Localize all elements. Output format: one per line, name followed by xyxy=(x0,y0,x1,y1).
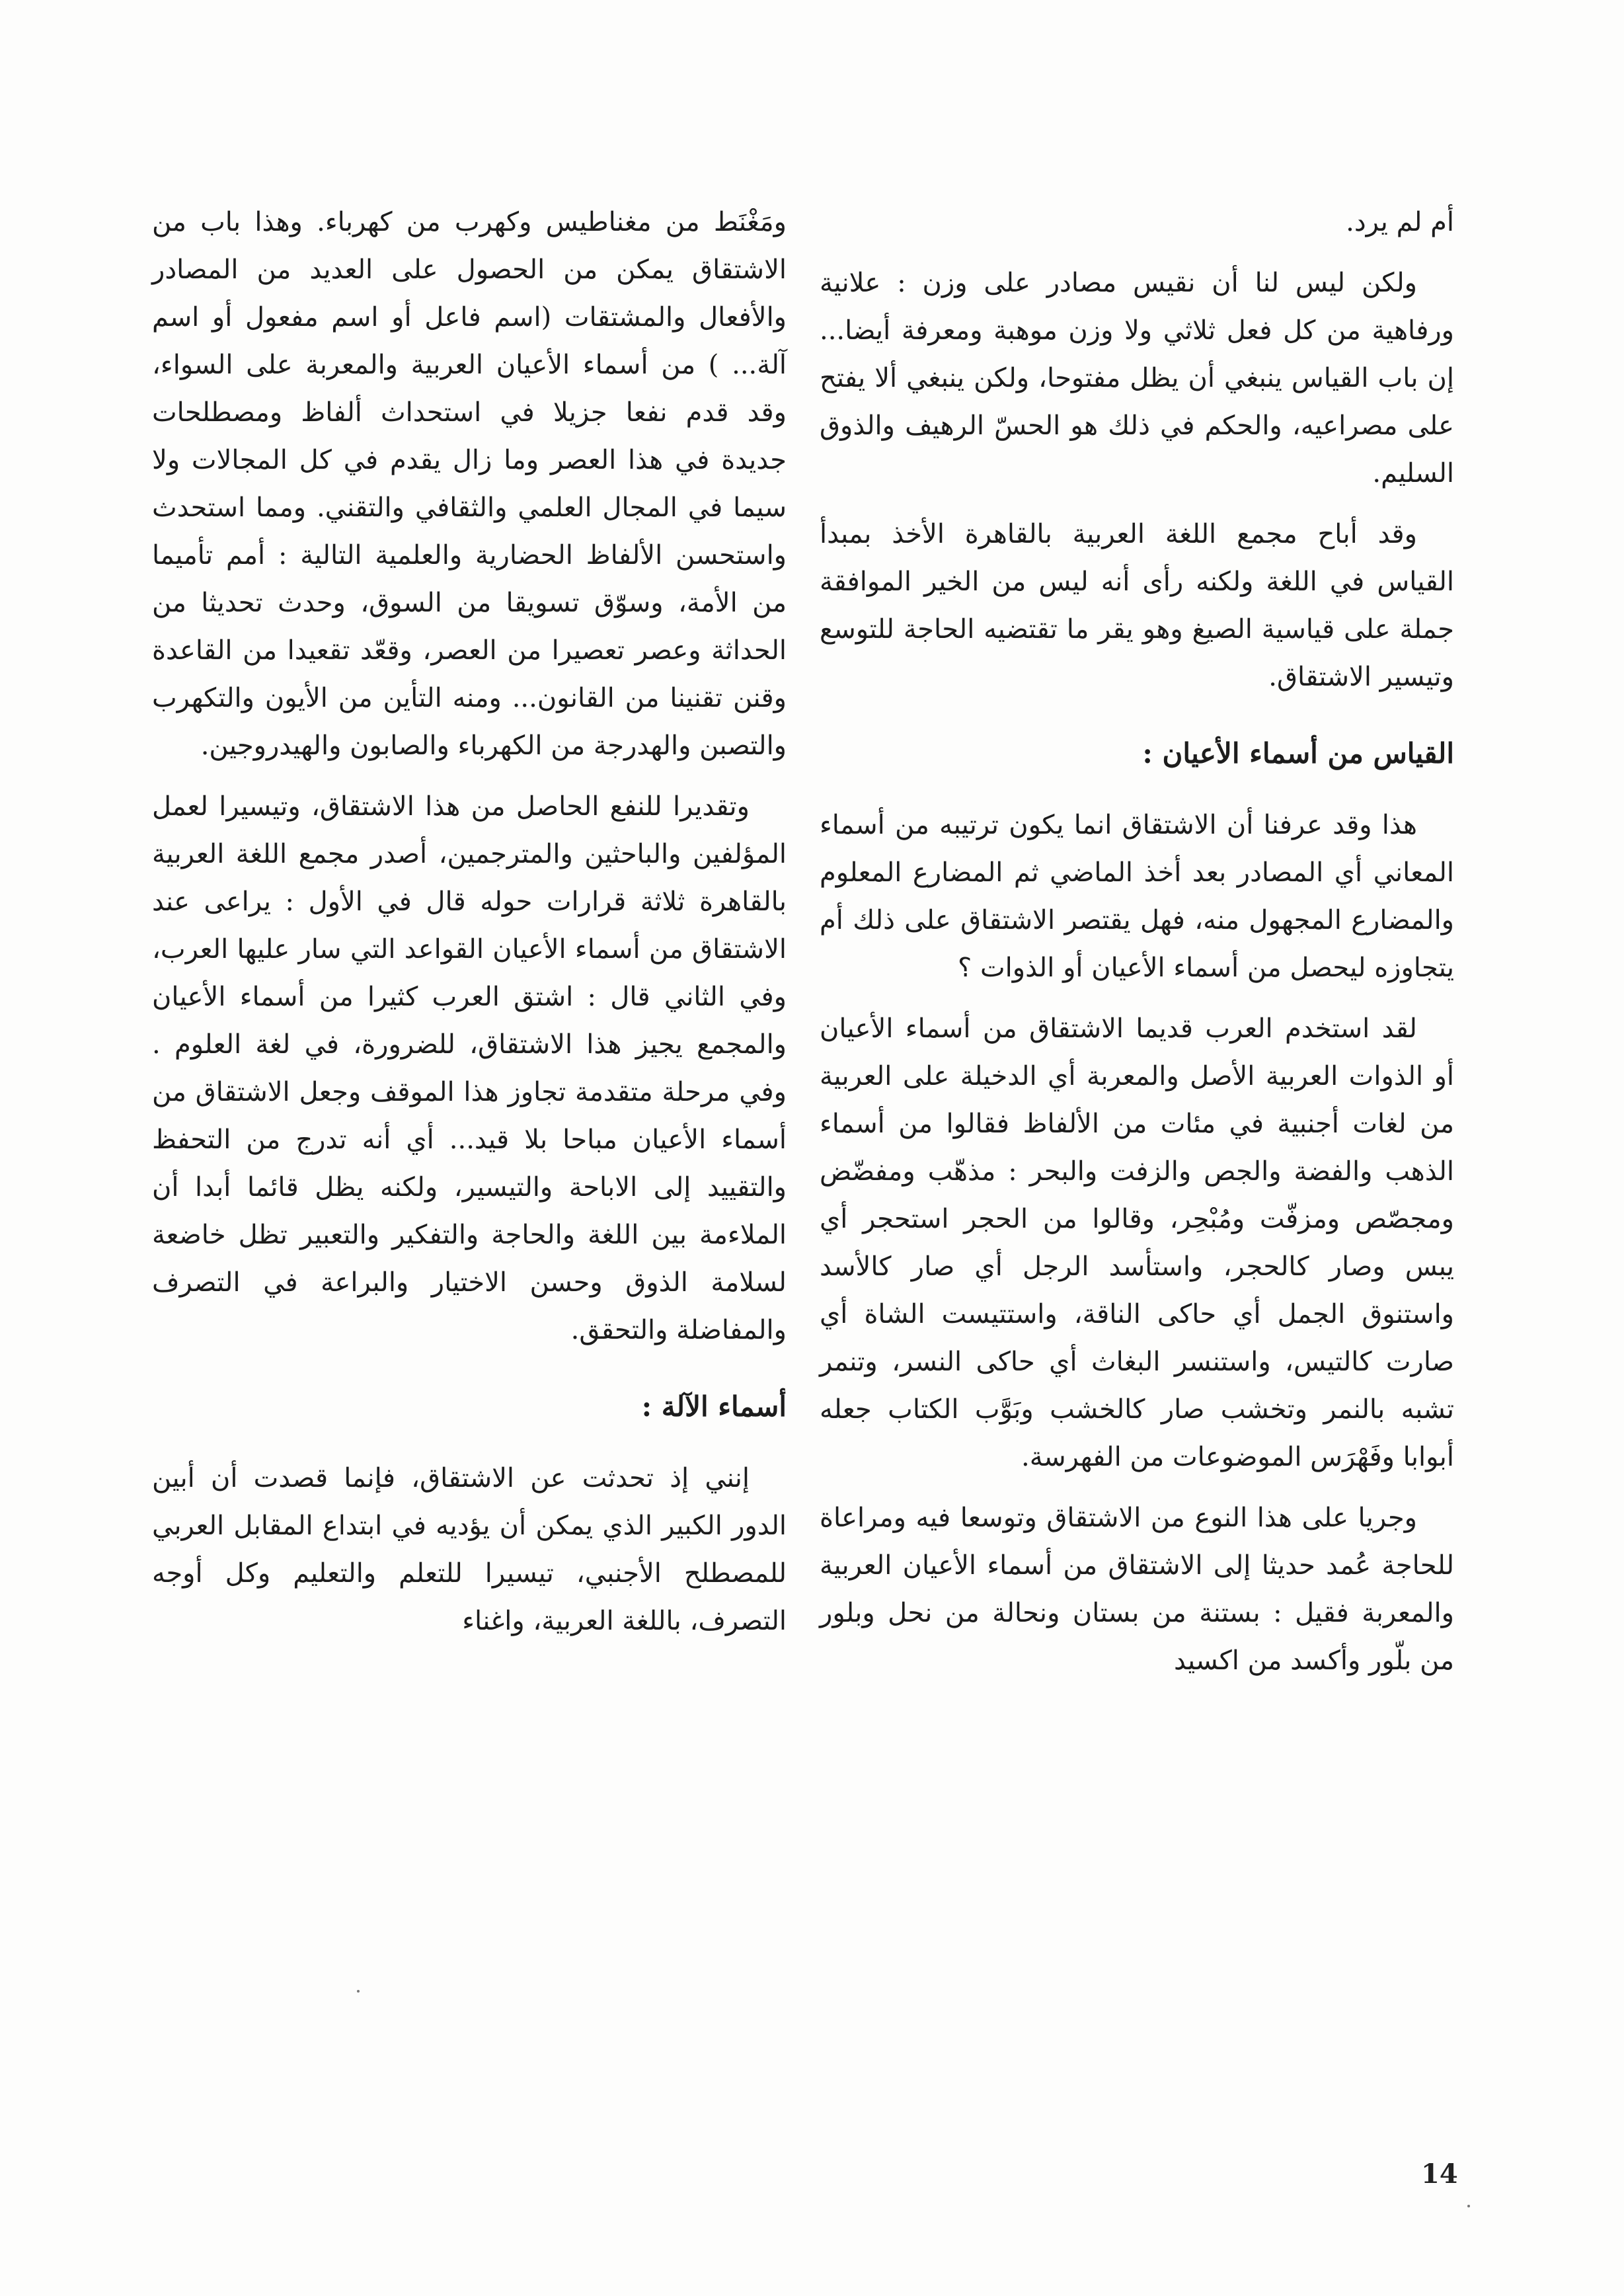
left-column xyxy=(152,198,787,1658)
scan-speck xyxy=(1467,2205,1470,2207)
section-heading-instrument-nouns: أسماء الآلة : xyxy=(641,1390,787,1423)
paragraph: ولكن ليس لنا أن نقيس مصادر على وزن : علانية ورفاهية من كل فعل ثلاثي ولا وزن موهبة ومعرفة أيضا... إن باب القياس ينبغي أن يظل مفتوحا، ولكن ينبغي ألا يفتح على مصراعيه، والحكم في ذلك هو الحسّ الرهيف والذوق السليم. xyxy=(820,268,1454,489)
page-number: 14 xyxy=(1421,2158,1458,2190)
paragraph: وتقديرا للنفع الحاصل من هذا الاشتقاق، وتيسيرا لعمل المؤلفين والباحثين والمترجمين، أصدر مجمع اللغة العربية بالقاهرة ثلاثة قرارات حوله قال في الأول : يراعى عند الاشتقاق من أسماء الأعيان القواعد التي سار عليها العرب، وفي الثاني قال : اشتق العرب كثيرا من أسماء الأعيان والمجمع يجيز هذا الاشتقاق، للضرورة، في لغة العلوم . وفي مرحلة متقدمة تجاوز هذا الموقف وجعل الاشتقاق من أسماء الأعيان مباحا بلا قيد... أي أنه تدرج من التحفظ والتقييد إلى الاباحة والتيسير، ولكنه يظل قائما أبدا أن الملاءمة بين اللغة والحاجة والتفكير والتعبير تظل خاضعة لسلامة الذوق وحسن الاختيار والبراعة في التصرف والمفاضلة والتحقق. xyxy=(152,791,787,1345)
section-heading-analogy-from-nouns: القياس من أسماء الأعيان : xyxy=(1142,737,1454,770)
right-column xyxy=(820,198,1454,1698)
paragraph: وجريا على هذا النوع من الاشتقاق وتوسعا فيه ومراعاة للحاجة عُمد حديثا إلى الاشتقاق من أسماء الأعيان العربية والمعربة فقيل : بستنة من بستان ونحالة من نحل وبلور من بلّور وأكسد من اكسيد xyxy=(820,1503,1454,1676)
opening-line: أم لم يرد. xyxy=(1346,207,1454,237)
paragraph: وقد أباح مجمع اللغة العربية بالقاهرة الأخذ بمبدأ القياس في اللغة ولكنه رأى أنه ليس من الخير الموافقة جملة على قياسية الصيغ وهو يقر ما تقتضيه الحاجة للتوسع وتيسير الاشتقاق. xyxy=(820,519,1455,692)
paragraph: هذا وقد عرفنا أن الاشتقاق انما يكون ترتيبه من أسماء المعاني أي المصادر بعد أخذ الماضي ثم المضارع المعلوم والمضارع المجهول منه، فهل يقتصر الاشتقاق على ذلك أم يتجاوزه ليحصل من أسماء الأعيان أو الذوات ؟ xyxy=(820,810,1454,983)
paragraph: ومَغْنَط من مغناطيس وكهرب من كهرباء. وهذا باب من الاشتقاق يمكن من الحصول على العديد من المصادر والأفعال والمشتقات (اسم فاعل أو اسم مفعول أو اسم آلة... ) من أسماء الأعيان العربية والمعربة على السواء، وقد قدم نفعا جزيلا في استحداث ألفاظ ومصطلحات جديدة في هذا العصر وما زال يقدم في كل المجالات ولا سيما في المجال العلمي والثقافي والتقني. ومما استحدث واستحسن الألفاظ الحضارية والعلمية التالية : أمم تأميما من الأمة، وسوّق تسويقا من السوق، وحدث تحديثا من الحداثة وعصر تعصيرا من العصر، وقعّد تقعيدا من القاعدة وقنن تقنينا من القانون... ومنه التأين من الأيون والتكهرب والتصبن والهدرجة من الكهرباء والصابون والهيدروجين. xyxy=(152,207,787,761)
paragraph: لقد استخدم العرب قديما الاشتقاق من أسماء الأعيان أو الذوات العربية الأصل والمعربة أي الدخيلة على العربية من لغات أجنبية في مئات من الألفاظ فقالوا من أسماء الذهب والفضة والجص والزفت والبحر : مذهّب ومفضّض ومجصّص ومزفّت ومُبْحِر، وقالوا من الحجر استحجر أي يبس وصار كالحجر، واستأسد الرجل أي صار كالأسد واستنوق الجمل أي حاكى الناقة، واستتيست الشاة أي صارت كالتيس، واستنسر البغاث أي حاكى النسر، وتنمر تشبه بالنمر وتخشب صار كالخشب وبَوَّب الكتاب جعله أبوابا وفَهْرَس الموضوعات من الفهرسة. xyxy=(820,1013,1455,1472)
paragraph: إنني إذ تحدثت عن الاشتقاق، فإنما قصدت أن أبين الدور الكبير الذي يمكن أن يؤديه في ابتداع المقابل العربي للمصطلح الأجنبي، تيسيرا للتعلم والتعليم وكل أوجه التصرف، باللغة العربية، واغناء xyxy=(152,1463,787,1636)
scan-speck xyxy=(357,1990,360,1993)
